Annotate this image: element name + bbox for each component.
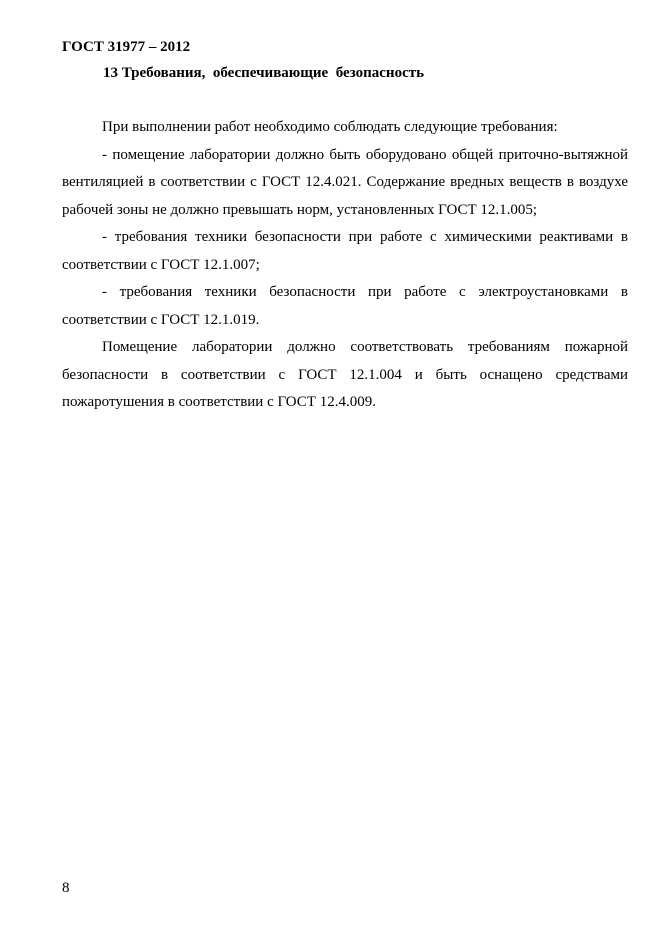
paragraph-ventilation-requirement: - помещение лаборатории должно быть оборудовано общей приточно-вытяжной вентиляцией в соответствии с ГОСТ 12.4.021. Содержание вредных веществ в воздухе рабочей зоны не должно превышать норм, установленных ГОСТ 12.1.005; — [62, 146, 628, 218]
paragraph-intro: При выполнении работ необходимо соблюдать следующие требования: — [102, 119, 558, 135]
page-number: 8 — [62, 880, 70, 896]
document-code-header: ГОСТ 31977 – 2012 — [62, 39, 191, 55]
paragraph-chemical-safety-requirement: - требования техники безопасности при работе с химическими реактивами в соответствии с ГОСТ 12.1.007; — [62, 229, 628, 273]
section-body — [62, 114, 628, 417]
section-title: 13 Требования, обеспечивающие безопасность — [103, 65, 425, 81]
paragraph-electrical-safety-requirement: - требования техники безопасности при работе с электроустановками в соответствии с ГОСТ 12.1.019. — [62, 284, 628, 328]
paragraph-fire-safety-requirement: Помещение лаборатории должно соответствовать требованиям пожарной безопасности в соответствии с ГОСТ 12.1.004 и быть оснащено средствами пожаротушения в соответствии с ГОСТ 12.4.009. — [62, 339, 628, 410]
